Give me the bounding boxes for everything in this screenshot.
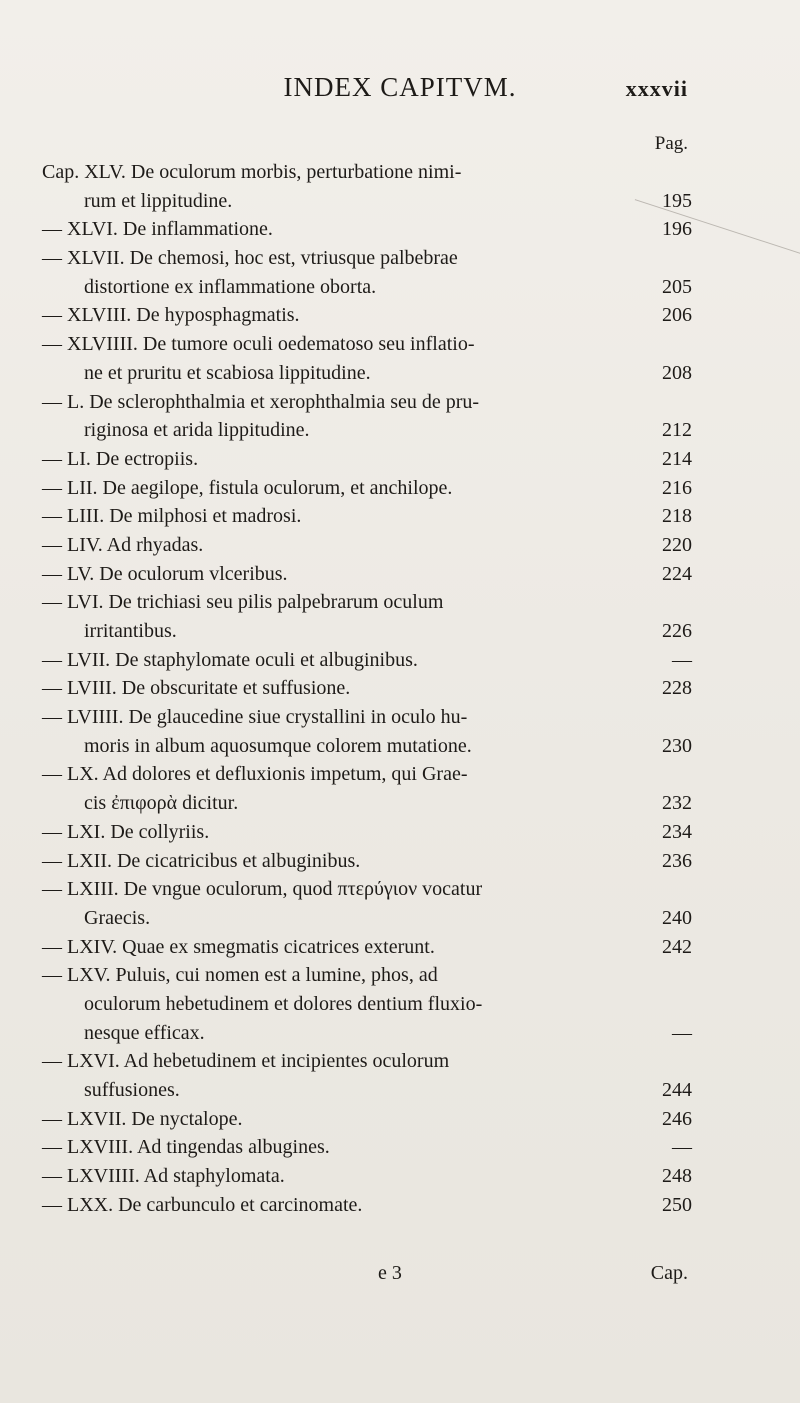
entry-text: ne et pruritu et scabiosa lippitudine. xyxy=(84,361,371,384)
entry-page-number: 212 xyxy=(662,419,692,442)
index-entry-line xyxy=(42,158,692,187)
index-entry-line xyxy=(42,933,692,962)
index-entry-line xyxy=(42,244,692,273)
entry-text: Cap. XLV. De oculorum morbis, perturbatione nimi- xyxy=(42,161,462,183)
entry-text: — LXVIIII. Ad staphylomata. xyxy=(42,1165,285,1188)
entry-text: nesque efficax. xyxy=(84,1021,205,1044)
entry-text: suffusiones. xyxy=(84,1079,180,1101)
entry-page-number: — xyxy=(672,648,692,671)
entry-page-number: 228 xyxy=(662,677,692,700)
entry-page-number: 232 xyxy=(662,792,692,815)
entry-text: — LVIII. De obscuritate et suffusione. xyxy=(42,677,351,700)
entry-page-number: 195 xyxy=(662,189,692,212)
entry-text: — LX. Ad dolores et defluxionis impetum, qui Grae- xyxy=(42,763,468,786)
entry-text: — LXIII. De vngue oculorum, quod πτερύγιον vocatur xyxy=(42,878,483,901)
index-continuation-line xyxy=(42,273,692,302)
entry-text: — LVI. De trichiasi seu pilis palpebrarum oculum xyxy=(42,591,444,614)
index-continuation-line xyxy=(42,617,692,646)
entry-page-number: 250 xyxy=(662,1193,692,1216)
entry-text: — LXVII. De nyctalope. xyxy=(42,1107,243,1130)
entry-page-number: 205 xyxy=(662,275,692,298)
entry-page-number: 218 xyxy=(662,505,692,528)
entry-page-number: — xyxy=(672,1021,692,1044)
index-continuation-line xyxy=(42,732,692,761)
entry-page-number: 216 xyxy=(662,476,692,499)
index-entry-line xyxy=(42,588,692,617)
running-header xyxy=(0,72,800,112)
entry-text: — LXVIII. Ad tingendas albugines. xyxy=(42,1136,330,1159)
entry-page-number: 242 xyxy=(662,935,692,958)
entry-page-number: 246 xyxy=(662,1107,692,1130)
entry-page-number: 230 xyxy=(662,734,692,757)
entry-page-number: 214 xyxy=(662,447,692,470)
page-column-label: Pag. xyxy=(654,133,688,154)
entry-text: distortione ex inflammatione oborta. xyxy=(84,275,377,298)
entry-page-number: — xyxy=(672,1136,692,1159)
entry-text: — LXIV. Quae ex smegmatis cicatrices exterunt. xyxy=(42,935,435,958)
entry-page-number: 240 xyxy=(662,906,692,929)
index-continuation-line xyxy=(42,416,692,445)
entry-text: irritantibus. xyxy=(84,620,177,642)
entry-page-number: 206 xyxy=(662,304,692,327)
entry-text: — LXVI. Ad hebetudinem et incipientes oculorum xyxy=(42,1050,450,1073)
index-continuation-line xyxy=(42,990,692,1019)
index-entry-line xyxy=(42,1133,692,1162)
entry-text: — LIII. De milphosi et madrosi. xyxy=(42,505,302,528)
entry-text: — XLVIIII. De tumore oculi oedematoso seu inflatio- xyxy=(42,333,475,356)
entry-text: Graecis. xyxy=(84,906,151,929)
entry-text: — L. De sclerophthalmia et xerophthalmia seu de pru- xyxy=(42,390,480,413)
index-entry-line xyxy=(42,1191,692,1220)
index-continuation-line xyxy=(42,1019,692,1048)
index-entry-line xyxy=(42,474,692,503)
entry-page-number: 248 xyxy=(662,1165,692,1188)
index-entry-line xyxy=(42,703,692,732)
index-entry-line xyxy=(42,301,692,330)
index-entry-line xyxy=(42,1162,692,1191)
index-entry-line xyxy=(42,847,692,876)
index-entry-line xyxy=(42,818,692,847)
entry-text: moris in album aquosumque colorem mutatione. xyxy=(84,734,472,757)
entry-text: — LVIIII. De glaucedine siue crystallini in oculo hu- xyxy=(42,706,468,729)
page-footer xyxy=(0,1262,800,1292)
chapter-index-list xyxy=(42,158,692,1219)
page-title: INDEX CAPITVM. xyxy=(283,72,517,102)
entry-page-number: 220 xyxy=(662,533,692,556)
entry-text: — LXX. De carbunculo et carcinomate. xyxy=(42,1193,363,1216)
index-entry-line xyxy=(42,215,692,244)
signature-mark: e 3 xyxy=(378,1262,402,1284)
entry-text: — XLVII. De chemosi, hoc est, vtriusque palbebrae xyxy=(42,247,458,270)
entry-text: — XLVI. De inflammatione. xyxy=(42,218,273,241)
index-entry-line xyxy=(42,388,692,417)
entry-page-number: 244 xyxy=(662,1079,692,1101)
entry-text: oculorum hebetudinem et dolores dentium fluxio- xyxy=(84,992,483,1015)
index-continuation-line xyxy=(42,359,692,388)
entry-page-number: 196 xyxy=(662,218,692,241)
entry-text: riginosa et arida lippitudine. xyxy=(84,419,310,442)
entry-text: — LXII. De cicatricibus et albuginibus. xyxy=(42,849,361,872)
entry-text: — LIV. Ad rhyadas. xyxy=(42,533,204,556)
index-entry-line xyxy=(42,760,692,789)
index-entry-line xyxy=(42,875,692,904)
index-continuation-line xyxy=(42,904,692,933)
index-continuation-line xyxy=(42,789,692,818)
index-entry-line xyxy=(42,674,692,703)
catchword: Cap. xyxy=(650,1262,688,1284)
entry-text: rum et lippitudine. xyxy=(84,189,233,212)
entry-text: — LXV. Puluis, cui nomen est a lumine, phos, ad xyxy=(42,964,438,987)
index-entry-line xyxy=(42,560,692,589)
index-continuation-line xyxy=(42,187,692,216)
entry-page-number: 236 xyxy=(662,849,692,872)
index-entry-line xyxy=(42,531,692,560)
index-entry-line xyxy=(42,961,692,990)
index-entry-line xyxy=(42,646,692,675)
entry-text: — LI. De ectropiis. xyxy=(42,447,199,470)
entry-page-number: 234 xyxy=(662,820,692,843)
index-entry-line xyxy=(42,502,692,531)
entry-page-number: 224 xyxy=(662,562,692,585)
entry-page-number: 208 xyxy=(662,361,692,384)
index-entry-line xyxy=(42,445,692,474)
index-entry-line xyxy=(42,1105,692,1134)
entry-page-number: 226 xyxy=(662,620,692,642)
index-continuation-line xyxy=(42,1076,692,1105)
entry-text: — LII. De aegilope, fistula oculorum, et anchilope. xyxy=(42,476,453,499)
entry-text: cis ἐπιφορὰ dicitur. xyxy=(84,792,239,815)
index-entry-line xyxy=(42,1047,692,1076)
entry-text: — LV. De oculorum vlceribus. xyxy=(42,562,288,585)
page-number: xxxvii xyxy=(625,76,688,101)
entry-text: — LXI. De collyriis. xyxy=(42,820,210,843)
entry-text: — XLVIII. De hyposphagmatis. xyxy=(42,304,300,327)
entry-text: — LVII. De staphylomate oculi et albuginibus. xyxy=(42,648,418,671)
index-entry-line xyxy=(42,330,692,359)
